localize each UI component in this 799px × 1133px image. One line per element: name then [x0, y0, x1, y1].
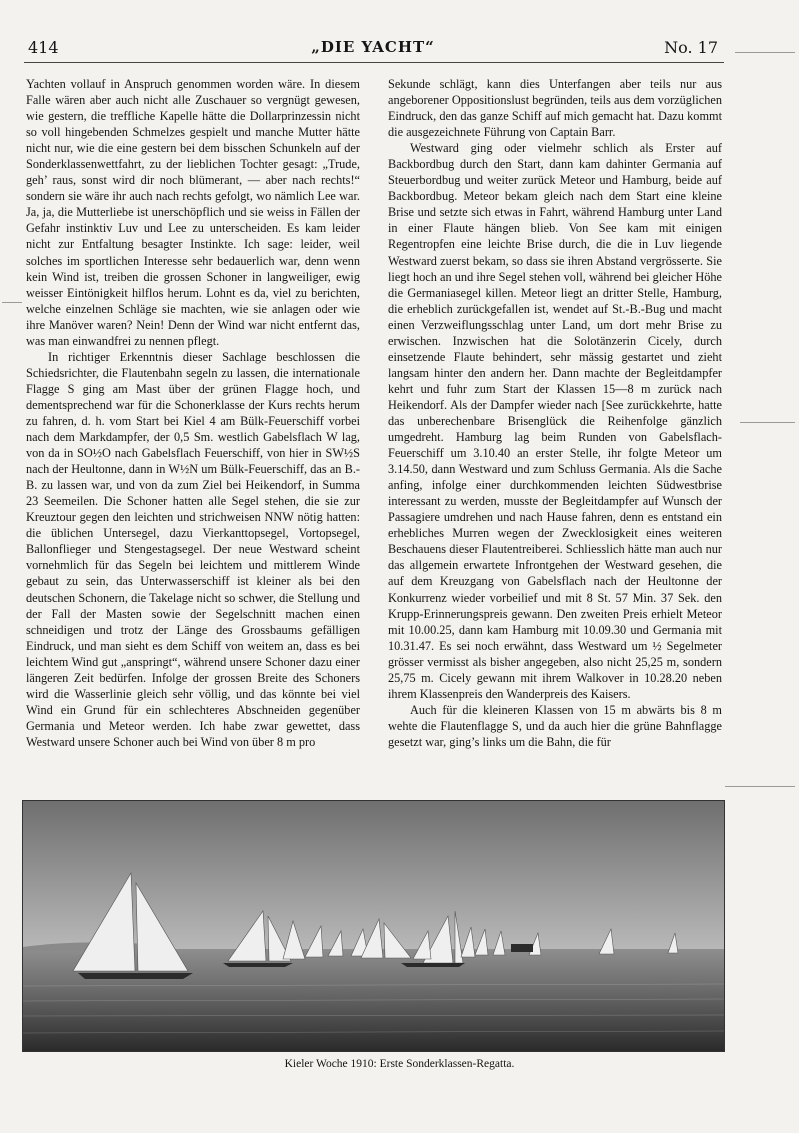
- margin-mark: [725, 786, 795, 787]
- regatta-photo: [22, 800, 725, 1052]
- margin-mark: [735, 52, 795, 53]
- right-column: [388, 76, 722, 750]
- margin-mark: [740, 422, 795, 423]
- left-column: [26, 76, 360, 750]
- header-rule: [24, 62, 724, 63]
- margin-mark: [2, 302, 22, 303]
- page-number: 414: [28, 38, 59, 57]
- page-header: [28, 38, 718, 62]
- paragraph: In richtiger Erkenntnis dieser Sachlage beschlossen die Schiedsrichter, die Flautenbahn segeln zu lassen, die internationale Flagge S ging am Mast über der grünen Flagge hoch, und dementsprechend war für die Schonerklasse der Kurs rechts herum zu fahren, d. h. vom Start bei Kiel 4 am Bülk-Feuerschiff vorbei nach dem Markdampfer, der 0,5 Sm. westlich Gabelsflach W lag, von da in SO½O nach Gabelsflach Feuerschiff, von hier in SW½S nach der Heultonne, dann in W½N um Bülk-Feuerschiff, das an B.-B. zu lassen war, und von da zum Ziel bei Heikendorf, in Summa 23 Seemeilen. Die Schoner hatten alle Segel stehen, die sie zur Kreuztour gegen den leichten und strichweisen NNW nötig hatten: die üblichen Untersegel, dazu Vierkanttopsegel, Vortopsegel, Ballonflieger und Stengestagsegel. Der neue Westward scheint vornehmlich für das Segeln bei leichtem und mittlerem Winde gebaut zu sein, das Unterwasserschiff ist kleiner als bei den deutschen Schonern, die Takelage nicht so schwer, die Stellung und der Fall der Masten sowie der Segelschnitt machen einen schneidigen und trotz der Länge des Grossbaums gefälligen Eindruck, und man sieht es dem Schiff von weitem an, dass es bei leichtem Wind gut „anspringt“, während unsere Schoner dazu einer längeren Zeit bedürfen. Infolge der grossen Breite des Schoners wird die Wasserlinie gleich sehr völlig, und das könnte bei viel Wind ein Grund für ein schlechteres Abschneiden gegenüber Germania und Meteor werden. Ich habe zwar gewettet, dass Westward unsere Schoner auch bei Wind von über 8 m pro: [26, 349, 360, 749]
- paragraph: Yachten vollauf in Anspruch genommen worden wäre. In diesem Falle wären aber auch nicht alle Zuschauer so vergnügt gewesen, wie gestern, die treffliche Kapelle hätte die Dollarprinzessin nicht so voll hingebenden Schmelzes gespielt und manche Mutter hätte nicht nur, wie die eine gestern bei dem bisschen Schunkeln auf der Sonderklassenwettfahrt, zu der lieblichen Tochter gesagt: „Trude, geh’ raus, sonst wird dir noch blümerant, — aber nach rechts!“ sondern sie wäre ihr auch nach rechts gefolgt, wo nämlich Lee war. Ja, ja, die Mutterliebe ist unerschöpflich und sie weiss in Fällen der Gefahr instinktiv Luv und Lee zu unterscheiden. Es kam leider nicht zur Entfaltung besagter Instinkte. Ich sage: leider, weil solches im sportlichen Interesse sehr bedauerlich war, denn wenn kein Wind ist, treiben die grossen Schoner in langweiliger, ewig weisser Eintönigkeit hilflos herum. Lohnt es da, viel zu berichten, welche einzelnen Schläge sie machten, wie sie anlagen oder wie ihre Manöver waren? Nein! Denn der Wind war nicht entfernt das, was man einwandfrei zu nennen pflegt.: [26, 77, 360, 348]
- photo-caption: Kieler Woche 1910: Erste Sonderklassen-Regatta.: [284, 1058, 515, 1070]
- paragraph: Auch für die kleineren Klassen von 15 m abwärts bis 8 m wehte die Flautenflagge S, und da auch hier die grüne Bahnflagge gesetzt war, ging’s links um die Bahn, die für: [388, 702, 722, 749]
- issue-number: No. 17: [664, 38, 718, 57]
- paragraph: Westward ging oder vielmehr schlich als Erster auf Backbordbug durch den Start, dann kam dahinter Germania auf Steuerbordbug und weiter zurück Meteor und Hamburg, beide auf Backbordbug. Meteor bekam gleich nach dem Start eine kleine Brise und setzte sich etwas in Fahrt, während Hamburg unter Land in einer Flaute hängen blieb. Von See kam mit einigen Regentropfen eine leichte Brise durch, die die in Luv liegende Westward zuerst bekam, so dass sie ihren Abstand vergrösserte. Sie liegt hoch an und ihre Segel stehen voll, während bei gleicher Höhe die Germaniasegel killen. Meteor liegt an dritter Stelle, Hamburg, die erheblich zurückgefallen ist, wendet auf St.-B.-Bug und macht einen Verzweiflungsschlag unter Land, um dort mehr Brise zu erwischen. Inzwischen hat die Solotänzerin Cicely, durch einsetzende Flaute behindert, sehr mässig gestartet und zieht langsam hinter den andern her. Dann machte der Begleitdampfer kehrt und fuhr zum Start der Klassen 15—8 m zurück nach Heikendorf. Als der Dampfer wieder nach [See zurückkehrte, hatte das unberechenbare Brisenglück die Reihenfolge gänzlich umgedreht. Hamburg lag beim Runden von Gabelsflach-Feuerschiff um 3.10.40 an erster Stelle, ihr folgte Meteor um 3.14.50, dann Westward und zum Schluss Germania. Als die Sache anfing, infolge einer durchkommenden leichten Südwestbrise interessant zu werden, musste der Begleitdampfer auf Wunsch der Passagiere umdrehen und nach Hause fahren, denn es entstand ein erhebliches Murren wegen der Zwecklosigkeit eines weiteren Beschauens dieser Flautentreiberei. Schliesslich hätte man auch nur das allgemein erwartete Infrontgehen der Westward gesehen, die auf dem Kreuzgang von Gabelsflach nach der Heultonne der Konkurrenz wieder vorbeilief und mit 8 St. 57 Min. 37 Sek. den Krupp-Erinnerungspreis gewann. Den zweiten Preis erhielt Meteor mit 10.00.25, dann kam Hamburg mit 10.09.30 und Germania mit 10.31.47. Es sei noch erwähnt, dass Westward um ½ Segelmeter grösser vermisst als bisher angegeben, also nicht 25,25 m, sondern 25,75 m. Cicely gewann mit ihrem Walkover in 10.28.20 neben ihrem Klassenpreis den Wanderpreis des Kaisers.: [388, 141, 722, 701]
- paragraph: Sekunde schlägt, kann dies Unterfangen aber teils nur aus angeborener Oppositionslust begründen, teils aus dem vorzüglichen Eindruck, den das ganze Schiff auf mich gemacht hat. Dazu kommt die ausgezeichnete Führung von Captain Barr.: [388, 77, 722, 140]
- regatta-photo-image: [23, 801, 724, 1051]
- journal-title: „DIE YACHT“: [311, 38, 435, 56]
